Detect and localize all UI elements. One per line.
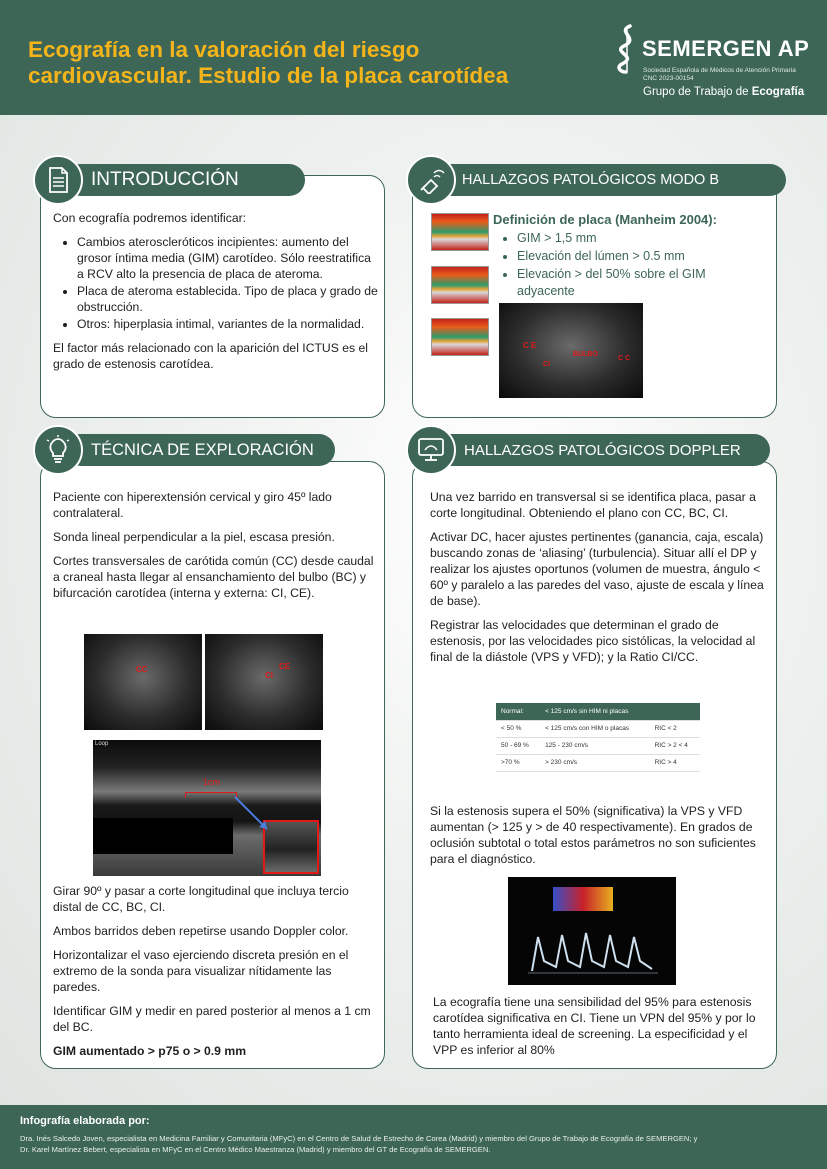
doppler-p2: Activar DC, hacer ajustes pertinentes (ganancia, caja, escala) buscando zonas de ‘aliasing’ (turbulencia). Situar allí el DP y realizar los ajustes oportunos (volumen de muestra, ángulo < 60º y paralelo a las paredes del vaso, ajuste de escala y línea de base). xyxy=(430,530,764,608)
table-cell: > 230 cm/s xyxy=(540,754,650,771)
modob-icon-badge xyxy=(406,155,456,205)
doppler-text-mid xyxy=(430,803,766,875)
doppler-p5: La ecografía tiene una sensibilidad del 95% para estenosis carotídea significativa en CI. Tiene un VPN del 95% y por lo tanto herramienta ideal de screening. La especificidad y el VPP es inferior al 80% xyxy=(433,995,756,1057)
table-cell: < 125 cm/s sin HIM ni placas xyxy=(540,703,650,720)
document-icon xyxy=(45,166,71,194)
spectral-waveform xyxy=(508,923,676,985)
list-item: • Placa de ateroma establecida. Tipo de placa y grado de obstrucción. xyxy=(77,283,378,315)
tecnica-p7: Identificar GIM y medir en pared posterior al menos a 1 cm del BC. xyxy=(53,1004,371,1034)
table-cell: RIC > 4 xyxy=(650,754,700,771)
label-ce: C E xyxy=(523,341,537,350)
label-bulbo: BULBO xyxy=(573,351,598,358)
label-ci: CI xyxy=(543,361,550,368)
tecnica-p6: Horizontalizar el vaso ejerciendo discreta presión en el extremo de la sonda para visualizar nítidamente las paredes. xyxy=(53,948,349,994)
footer-author-1: Dra. Inés Salcedo Joven, especialista en Medicina Familiar y Comunitaria (MFyC) en el Centro de Salud de Estrecho de Corea (Madrid) y miembro del Grupo de Trabajo de Ecografía de SEMERGEN; y xyxy=(20,1134,698,1143)
table-row xyxy=(496,754,700,771)
footer-title: Infografía elaborada por: xyxy=(20,1115,150,1127)
label-cc: CC xyxy=(136,665,148,674)
table-cell: < 50 % xyxy=(496,720,540,737)
spectral-doppler-image xyxy=(508,877,676,985)
modob-heading: HALLAZGOS PATOLÓGICOS MODO B xyxy=(462,172,720,188)
footer-author-2: Dr. Karel Martínez Bebert, especialista en MFyC en el Centro Médico Maestranza (Madrid) y miembro del GT de Ecografía de SEMERGEN. xyxy=(20,1145,491,1154)
semergen-logo xyxy=(610,22,810,102)
list-item: • Otros: hiperplasia intimal, variantes de la normalidad. xyxy=(77,316,378,332)
intro-lead: Con ecografía podremos identificar: xyxy=(53,211,247,225)
tecnica-p1: Paciente con hiperextensión cervical y giro 45º lado contralateral. xyxy=(53,490,332,520)
working-group: Grupo de Trabajo de Ecografía xyxy=(643,86,805,98)
transverse-bifurcation-ultrasound xyxy=(205,634,323,730)
tecnica-text-top xyxy=(53,489,378,609)
modob-definition: Definición de placa (Manheim 2004): • GIM > 1,5 mm • Elevación del lúmen > 0.5 mm • Elevación > del 50% sobre el GIM adyacente xyxy=(493,212,763,308)
table-cell: 50 - 69 % xyxy=(496,737,540,754)
label-ce: CE xyxy=(279,662,291,671)
intro-icon-badge xyxy=(33,155,83,205)
stenosis-table xyxy=(496,703,700,772)
tecnica-p4: Girar 90º y pasar a corte longitudinal que incluya tercio distal de CC, BC, CI. xyxy=(53,884,349,914)
label-1cm: 1cm xyxy=(203,777,221,787)
table-cell: Normal: xyxy=(496,703,540,720)
tecnica-p2: Sonda lineal perpendicular a la piel, escasa presión. xyxy=(53,530,335,544)
intro-heading: INTRODUCCIÓN xyxy=(91,169,239,190)
doppler-text-bottom xyxy=(433,994,767,1066)
table-cell: < 125 cm/s con HIM o placas xyxy=(540,720,650,737)
table-row xyxy=(496,737,700,754)
gim-diagram-plaque-small xyxy=(431,266,489,304)
doppler-heading-bar xyxy=(432,434,770,466)
label-ci: CI xyxy=(265,671,273,680)
longitudinal-gim-ultrasound xyxy=(93,740,321,876)
tecnica-p5: Ambos barridos deben repetirse usando Doppler color. xyxy=(53,924,349,938)
doppler-p3: Registrar las velocidades que determinan el grado de estenosis, por las velocidades pico sistólicas, la velocidad al final de la diástole (VPS y VFD); y la Ratio CI/CC. xyxy=(430,618,756,664)
measurement-table xyxy=(93,818,233,854)
intro-heading-bar xyxy=(65,164,305,196)
intro-text xyxy=(53,210,378,380)
arrow-icon xyxy=(233,795,273,835)
bifurcation-ultrasound-image xyxy=(499,303,643,398)
page-title: Ecografía en la valoración del riesgo cardiovascular. Estudio de la placa carotídea xyxy=(28,37,509,88)
doppler-icon-badge xyxy=(406,425,456,475)
doppler-heading: HALLAZGOS PATOLÓGICOS DOPPLER xyxy=(464,441,741,459)
table-cell: 125 - 230 cm/s xyxy=(540,737,650,754)
doppler-p1: Una vez barrido en transversal si se identifica placa, pasar a corte longitudinal. Obteniendo el plano con CC, BC, CI. xyxy=(430,490,756,520)
doppler-p4: Si la estenosis supera el 50% (significativa) la VPS y VFD aumentan (> 125 y > de 40 respectivamente). En grados de oclusión subtotal o total estos parámetros no son suficientes para el diagnóstico. xyxy=(430,804,756,866)
tecnica-text-bottom xyxy=(53,883,378,1067)
tecnica-icon-badge xyxy=(33,425,83,475)
tecnica-p8: GIM aumentado > p75 o > 0.9 mm xyxy=(53,1044,247,1058)
gim-diagram-normal xyxy=(431,213,489,251)
caduceus-icon xyxy=(610,24,644,74)
list-item: • Elevación del lúmen > 0.5 mm xyxy=(517,248,763,265)
page-footer xyxy=(0,1105,827,1169)
modob-heading-bar xyxy=(432,164,786,196)
table-cell xyxy=(650,703,700,720)
table-header-row xyxy=(496,703,700,720)
measurement-bracket xyxy=(185,792,237,798)
table-row xyxy=(496,720,700,737)
tecnica-heading-bar xyxy=(65,434,335,466)
list-item: • GIM > 1,5 mm xyxy=(517,230,763,247)
color-doppler-box xyxy=(553,887,613,911)
tecnica-heading: TÉCNICA DE EXPLORACIÓN xyxy=(91,440,314,459)
intro-closing: El factor más relacionado con la aparición del ICTUS es el grado de estenosis carotídea. xyxy=(53,341,368,371)
intro-bullets xyxy=(53,234,378,332)
page-header xyxy=(0,0,827,115)
gim-diagram-plaque-large xyxy=(431,318,489,356)
table-cell: RIC > 2 < 4 xyxy=(650,737,700,754)
loop-label: Loop xyxy=(95,741,109,747)
modob-bullets xyxy=(493,230,763,300)
lightbulb-icon xyxy=(44,435,72,465)
table-cell: >70 % xyxy=(496,754,540,771)
transverse-cc-ultrasound xyxy=(84,634,202,730)
logo-subtitle: Sociedad Española de Médicos de Atención Primaria CNC 2023-00154 xyxy=(643,67,796,82)
label-cc: C C xyxy=(618,355,631,362)
logo-name: SEMERGEN AP xyxy=(642,36,810,61)
list-item: • Cambios ateroscleróticos incipientes: aumento del grosor íntima media (GIM) carotídeo. Sólo reestratifica a RCV alto la presencia de placa de ateroma. xyxy=(77,234,378,282)
table-cell: RIC < 2 xyxy=(650,720,700,737)
tecnica-p3: Cortes transversales de carótida común (CC) desde caudal a craneal hasta llegar al ensanchamiento del bulbo (BC) y bifurcación carotídea (interna y externa: CI, CE). xyxy=(53,554,374,600)
ultrasound-monitor-icon xyxy=(416,436,446,464)
ultrasound-probe-icon xyxy=(417,166,445,194)
list-item: • Elevación > del 50% sobre el GIM adyacente xyxy=(517,266,763,300)
doppler-text-top xyxy=(430,489,766,673)
